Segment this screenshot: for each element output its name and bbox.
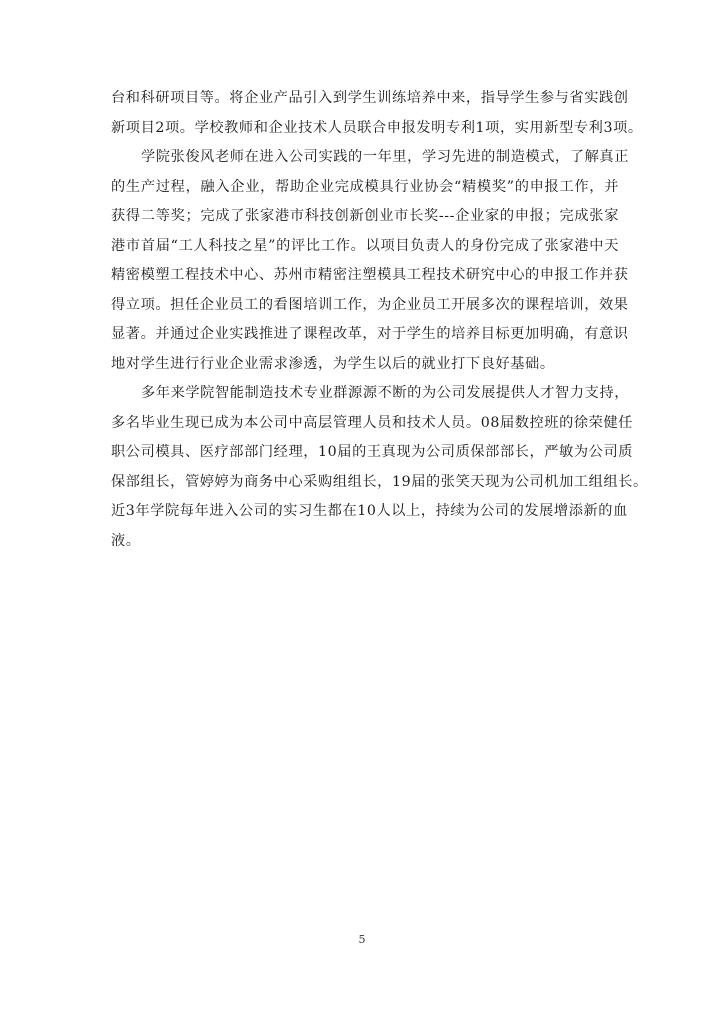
text-line: 新项目2项。学校教师和企业技术人员联合申报发明专利1项，实用新型专利3项。 [111, 119, 643, 136]
text-line: 台和科研项目等。将企业产品引入到学生训练培养中来，指导学生参与省实践创 [111, 90, 629, 106]
text-line: 液。 [111, 532, 141, 549]
text-line: 多名毕业生现已成为本公司中高层管理人员和技术人员。08届数控班的徐荣健任 [111, 414, 634, 431]
text-line: 精密模塑工程技术中心、苏州市精密注塑模具工程技术研究中心的申报工作并获 [111, 267, 629, 283]
page-number: 5 [358, 933, 366, 946]
paragraph-start-line: 学院张俊风老师在进入公司实践的一年里，学习先进的制造模式，了解真正 [141, 149, 629, 165]
text-line: 港市首届“工人科技之星”的评比工作。以项目负责人的身份完成了张家港中天 [111, 237, 619, 254]
text-line: 显著。并通过企业实践推进了课程改革，对于学生的培养目标更加明确，有意识 [111, 326, 629, 342]
text-line: 近3年学院每年进入公司的实习生都在10人以上，持续为公司的发展增添新的血 [111, 503, 628, 519]
text-line: 职公司模具、医疗部部门经理，10届的王真现为公司质保部部长，严敏为公司质 [111, 444, 634, 460]
text-line: 保部组长，管婷婷为商务中心采购组组长，19届的张笑天现为公司机加工组组长。 [111, 473, 648, 490]
text-line: 得立项。担任企业员工的看图培训工作，为企业员工开展多次的课程培训，效果 [111, 296, 629, 313]
paragraph-start-line: 多年来学院智能制造技术专业群源源不断的为公司发展提供人才智力支持， [141, 385, 629, 401]
text-line: 的生产过程，融入企业，帮助企业完成模具行业协会“精模奖”的申报工作，并 [111, 178, 619, 195]
text-line: 地对学生进行行业企业需求渗透，为学生以后的就业打下良好基础。 [111, 355, 555, 372]
text-line: 获得二等奖；完成了张家港市科技创新创业市长奖---企业家的申报；完成张家 [111, 208, 619, 224]
body-text [111, 84, 648, 556]
